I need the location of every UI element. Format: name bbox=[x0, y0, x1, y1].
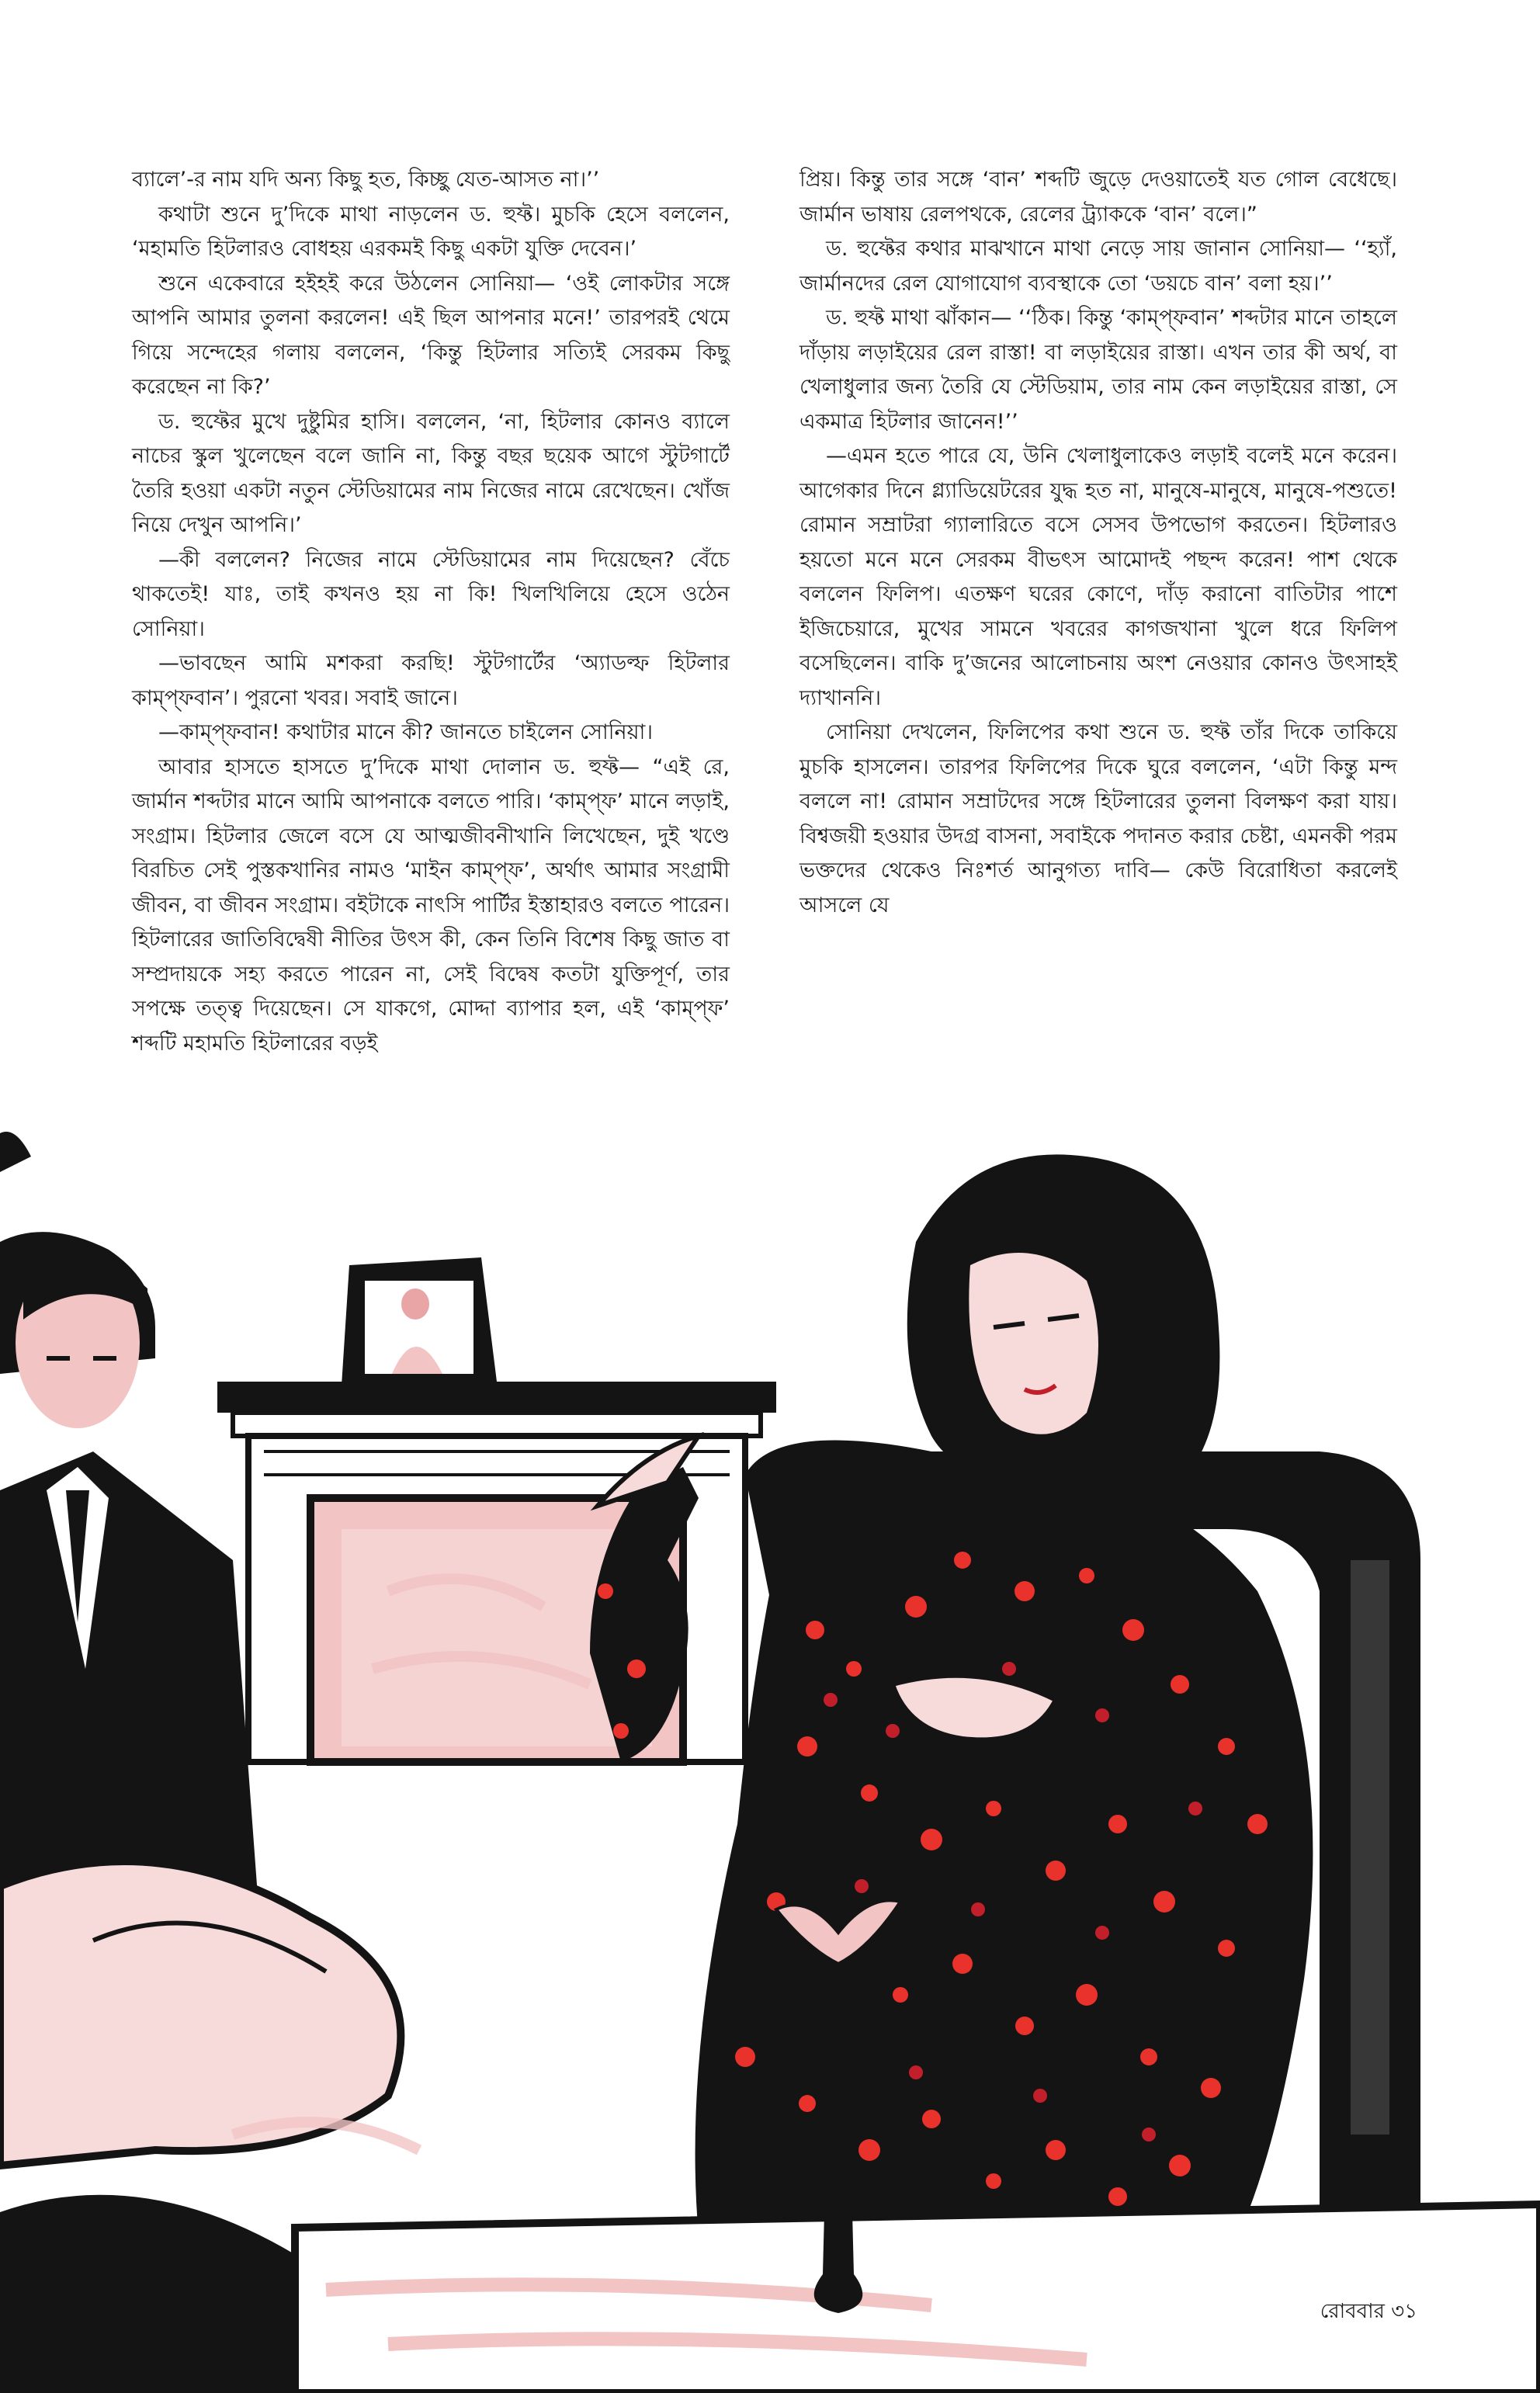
paragraph: শুনে একেবারে হইহই করে উঠলেন সোনিয়া— ‘ওই লোকটার সঙ্গে আপনি আমার তুলনা করলেন! এই ছিল আপনার মনে!’ তারপরই থেমে গিয়ে সন্দেহের গলায় বললেন, ‘কিন্তু হিটলার সত্যিই সেরকম কিছু করেছেন না কি?’ bbox=[132, 271, 730, 399]
photo-frame bbox=[342, 1257, 497, 1386]
paragraph: ব্যালে’-র নাম যদি অন্য কিছু হত, কিচ্ছু যেত-আসত না।’’ bbox=[132, 168, 600, 192]
paragraph: আবার হাসতে হাসতে দু’দিকে মাথা দোলান ড. হুফ্ট— “এই রে, জার্মান শব্দটার মানে আমি আপনাকে বলতে পারি। ‘কাম্প্ফ’ মানে লড়াই, সংগ্রাম। হিটলার জেলে বসে যে আত্মজীবনীখানি লিখেছেন, দুই খণ্ডে বিরচিত সেই পুস্তকখানির নামও ‘মাইন কাম্প্ফ’, অর্থাৎ আমার সংগ্রামী জীবন, বা জীবন সংগ্রাম। বইটাকে নাৎসি পার্টির ইস্তাহারও বলতে পারেন। হিটলারের জাতিবিদ্বেষী নীতির উৎস কী, কেন তিনি বিশেষ কিছু জাত বা সম্প্রদায়কে সহ্য করতে পারেন না, সেই বিদ্বেষ কতটা যুক্তিপূর্ণ, তার সপক্ষে তত্ত্ব দিয়েছেন। সে যাকগে, মোদ্দা ব্যাপার হল, এই ‘কাম্প্ফ’ শব্দটি মহামতি হিটলারের বড়ই bbox=[132, 754, 730, 1056]
paragraph: ড. হুফ্টের মুখে দুষ্টুমির হাসি। বললেন, ‘না, হিটলার কোনও ব্যালে নাচের স্কুল খুলেছেন বলে জানি না, কিন্তু বছর ছয়েক আগে স্টুটগার্টে তৈরি হওয়া একটা নতুন স্টেডিয়ামের নাম নিজের নামে রেখেছেন। খোঁজ নিয়ে দেখুন আপনি।’ bbox=[132, 409, 730, 537]
paragraph: প্রিয়। কিন্তু তার সঙ্গে ‘বান’ শব্দটি জুড়ে দেওয়াতেই যত গোল বেধেছে। জার্মান ভাষায় রেলপথকে, রেলের ট্র্যাককে ‘বান’ বলে।” bbox=[799, 168, 1397, 227]
paragraph: —এমন হতে পারে যে, উনি খেলাধুলাকেও লড়াই বলেই মনে করেন। আগেকার দিনে গ্ল্যাডিয়েটরের যুদ্ধ হত না, মানুষে-মানুষে, মানুষে-পশুতে! রোমান সম্রাটরা গ্যালারিতে বসে সেসব উপভোগ করতেন। হিটলারও হয়তো মনে মনে সেরকম বীভৎস আমোদই পছন্দ করেন! পাশ থেকে বললেন ফিলিপ। এতক্ষণ ঘরের কোণে, দাঁড় করানো বাতিটার পাশে ইজিচেয়ারে, মুখের সামনে খবরের কাগজখানা খুলে ধরে ফিলিপ বসেছিলেন। বাকি দু’জনের আলোচনায় অংশ নেওয়ার কোনও উৎসাহই দ্যাখাননি। bbox=[799, 444, 1397, 710]
text-column-right bbox=[799, 163, 1397, 923]
paragraph: ড. হুফ্ট মাথা ঝাঁকান— ‘‘ঠিক। কিন্তু ‘কাম্প্ফবান’ শব্দটার মানে তাহলে দাঁড়ায় লড়াইয়ের রেল রাস্তা! বা লড়াইয়ের রাস্তা। এখন তার কী অর্থ, বা খেলাধুলার জন্য তৈরি যে স্টেডিয়াম, তার নাম কেন লড়াইয়ের রাস্তা, সে একমাত্র হিটলার জানেন!’’ bbox=[799, 306, 1397, 434]
text-column-left bbox=[132, 163, 730, 1061]
paragraph: সোনিয়া দেখলেন, ফিলিপের কথা শুনে ড. হুফ্ট তাঁর দিকে তাকিয়ে মুচকি হাসলেন। তারপর ফিলিপের দিকে ঘুরে বললেন, ‘এটা কিন্তু মন্দ বললে না! রোমান সম্রাটদের সঙ্গে হিটলারের তুলনা বিলক্ষণ করা যায়। বিশ্বজয়ী হওয়ার উদগ্র বাসনা, সবাইকে পদানত করার চেষ্টা, এমনকী পরম ভক্তদের থেকেও নিঃশর্ত আনুগত্য দাবি— কেউ বিরোধিতা করলেই আসলে যে bbox=[799, 720, 1397, 917]
paragraph: —কাম্প্ফবান! কথাটার মানে কী? জানতে চাইলেন সোনিয়া। bbox=[158, 720, 653, 744]
story-illustration bbox=[0, 1125, 1540, 2393]
paragraph: —কী বললেন? নিজের নামে স্টেডিয়ামের নাম দিয়েছেন? বেঁচে থাকতেই! যাঃ, তাই কখনও হয় না কি! খিলখিলিয়ে হেসে ওঠেন সোনিয়া। bbox=[132, 547, 730, 641]
page-footer: রোববার ৩১ bbox=[1314, 2294, 1424, 2331]
paragraph: ড. হুফ্টের কথার মাঝখানে মাথা নেড়ে সায় জানান সোনিয়া— ‘‘হ্যাঁ, জার্মানদের রেল যোগাযোগ ব্যবস্থাকে তো ‘ডয়চে বান’ বলা হয়।’’ bbox=[799, 237, 1397, 296]
paragraph: কথাটা শুনে দু’দিকে মাথা নাড়লেন ড. হুফ্ট। মুচকি হেসে বললেন, ‘মহামতি হিটলারও বোধহয় এরকমই কিছু একটা যুক্তি দেবেন।’ bbox=[132, 202, 730, 261]
paragraph: —ভাবছেন আমি মশকরা করছি! স্টুটগার্টের ‘অ্যাডল্ফ হিটলার কাম্প্ফবান’। পুরনো খবর। সবাই জানে। bbox=[132, 651, 730, 710]
